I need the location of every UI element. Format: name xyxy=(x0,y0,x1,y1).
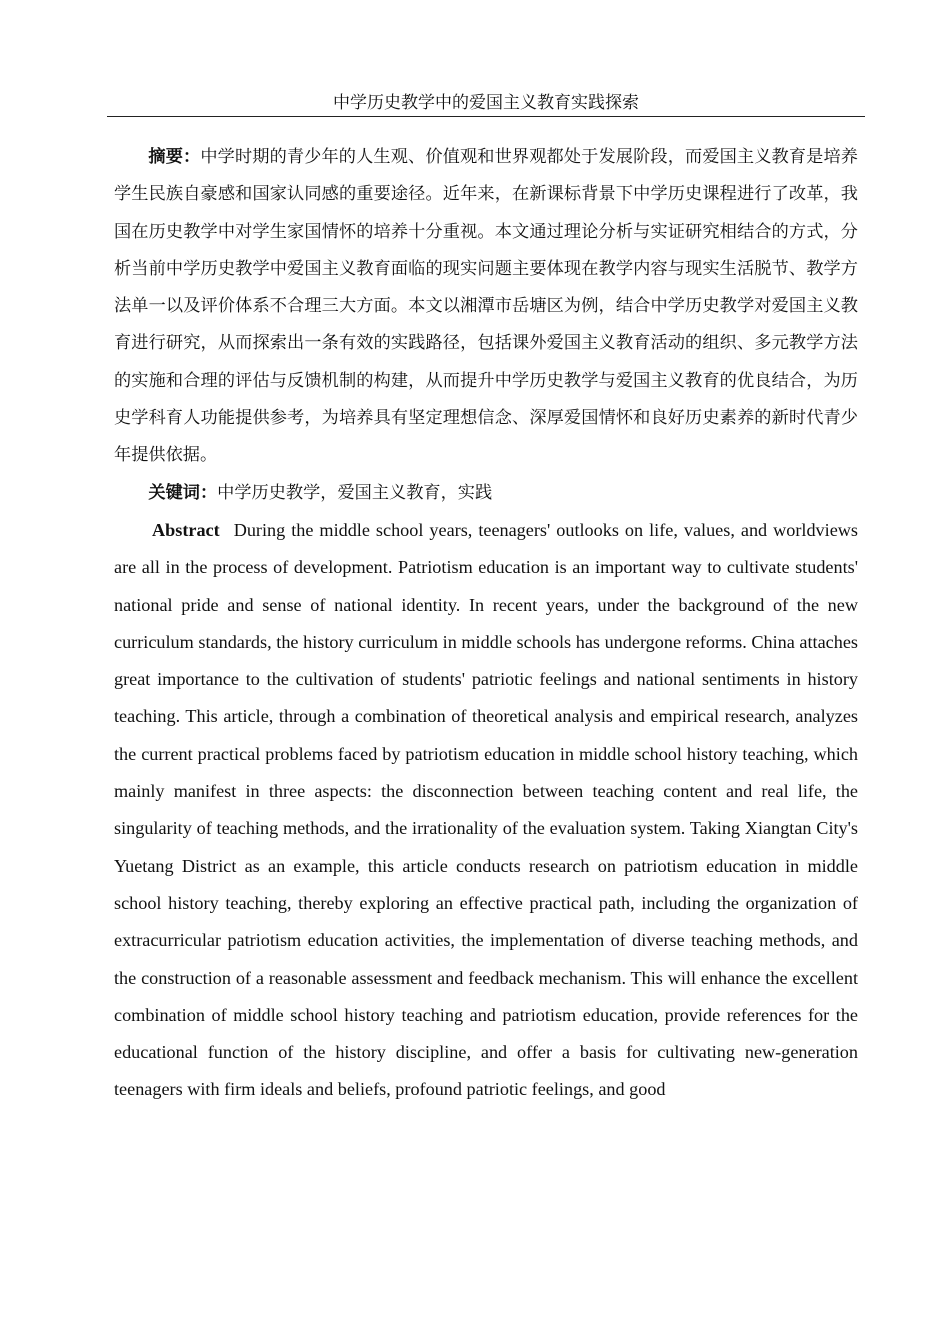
abstract-en-label: Abstract xyxy=(152,519,220,540)
keywords-cn-text: 中学历史教学，爱国主义教育，实践 xyxy=(217,482,493,503)
abstract-cn-text: 中学时期的青少年的人生观、价值观和世界观都处于发展阶段，而爱国主义教育是培养学生民族自豪感和国家认同感的重要途径。近年来，在新课标背景下中学历史课程进行了改革，我国在历史教学中对学生家国情怀的培养十分重视。本文通过理论分析与实证研究相结合的方式，分析当前中学历史教学中爱国主义教育面临的现实问题主要体现在教学内容与现实生活脱节、教学方法单一以及评价体系不合理三大方面。本文以湘潭市岳塘区为例，结合中学历史教学对爱国主义教育进行研究，从而探索出一条有效的实践路径，包括课外爱国主义教育活动的组织、多元教学方法的实施和合理的评估与反馈机制的构建，从而提升中学历史教学与爱国主义教育的优良结合，为历史学科育人功能提供参考，为培养具有坚定理想信念、深厚爱国情怀和良好历史素养的新时代青少年提供依据。 xyxy=(114,147,858,466)
page-header xyxy=(107,86,865,117)
abstract-en-text: During the middle school years, teenagers' outlooks on life, values, and worldviews are all in the process of development. Patriotism education is an important way to cultivate students' national pride and sense of national identity. In recent years, under the background of the new curriculum standards, the history curriculum in middle schools has undergone reforms. China attaches great importance to the cultivation of students' patriotic feelings and national sentiments in history teaching. This article, through a combination of theoretical analysis and empirical research, analyzes the current practical problems faced by patriotism education in middle school history teaching, which mainly manifest in three aspects: the disconnection between teaching content and real life, the singularity of teaching methods, and the irrationality of the evaluation system. Taking Xiangtan City's Yuetang District as an example, this article conducts research on patriotism education in middle school history teaching, thereby exploring an effective practical path, including the organization of extracurricular patriotism education activities, the implementation of diverse teaching methods, and the construction of a reasonable assessment and feedback mechanism. This will enhance the excellent combination of middle school history teaching and patriotism education, provide references for the educational function of the history discipline, and offer a basis for cultivating new-generation teenagers with firm ideals and beliefs, profound patriotic feelings, and good xyxy=(114,519,858,1100)
header-title: 中学历史教学中的爱国主义教育实践探索 xyxy=(333,93,639,113)
abstract-cn-label: 摘要： xyxy=(148,147,201,167)
document-body xyxy=(114,139,858,1109)
abstract-cn-paragraph xyxy=(114,139,858,475)
keywords-cn-label: 关键词： xyxy=(148,482,218,503)
abstract-en-paragraph xyxy=(114,512,858,1109)
keywords-cn-paragraph xyxy=(114,475,858,512)
